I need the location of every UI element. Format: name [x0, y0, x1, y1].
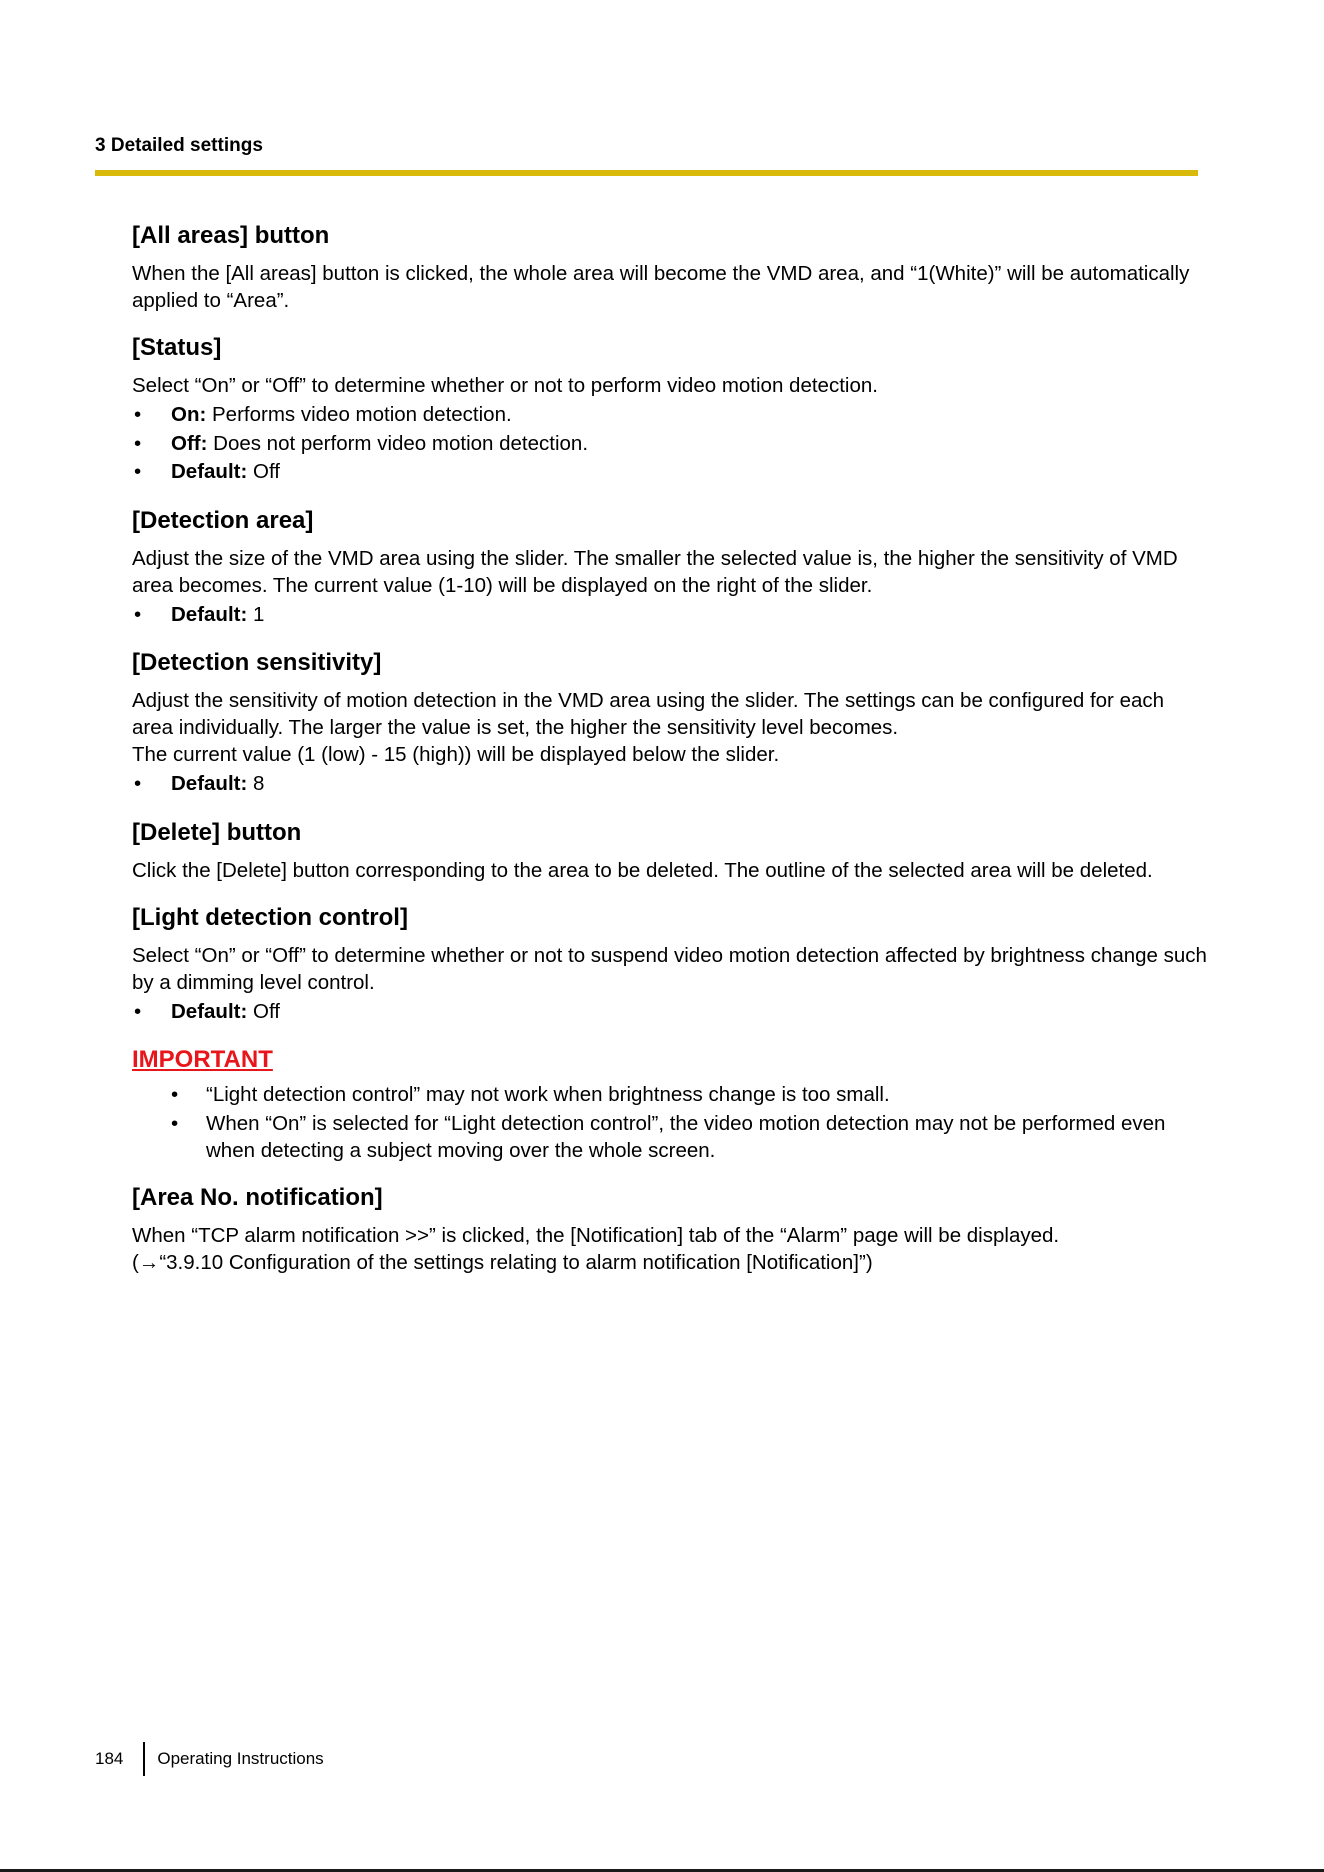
section-detection-area	[132, 504, 1207, 630]
bullet-icon: •	[134, 999, 142, 1023]
bullet-label: Default:	[171, 460, 248, 483]
bullet-icon: •	[171, 1112, 179, 1135]
section-heading: [Status]	[132, 334, 222, 361]
section-text: When “TCP alarm notification >>” is clicked, the [Notification] tab of the “Alarm” page will be displayed.	[132, 1224, 1060, 1247]
section-important	[132, 1043, 1207, 1164]
page-number: 184	[95, 1749, 124, 1768]
section-light-detection	[132, 901, 1207, 1027]
list-item	[132, 401, 1207, 430]
section-heading: [Light detection control]	[132, 903, 408, 931]
bullet-label: Default:	[171, 772, 248, 795]
important-text: When “On” is selected for “Light detection control”, the video motion detection may not be performed even when detecting a subject moving over the whole screen.	[206, 1112, 1166, 1162]
section-heading: [All areas] button	[132, 222, 330, 249]
main-content	[132, 219, 1207, 1293]
bullet-text: 1	[247, 602, 265, 626]
important-list	[132, 1081, 1207, 1164]
section-heading: [Delete] button	[132, 818, 302, 846]
section-area-no-notification	[132, 1181, 1207, 1276]
section-text: Adjust the sensitivity of motion detection in the VMD area using the slider. The settings can be configured for each area individually. The larger the value is set, the higher the sensitivity level becomes.	[132, 689, 1165, 739]
bullet-icon: •	[134, 772, 142, 795]
bullet-list	[132, 770, 1207, 799]
list-item	[132, 430, 1207, 459]
section-heading: [Area No. notification]	[132, 1184, 383, 1211]
chapter-title: 3 Detailed settings	[95, 135, 263, 156]
header-rule	[95, 170, 1198, 176]
cross-reference-link[interactable]: (→“3.9.10 Configuration of the settings relating to alarm notification [Notification]”)	[132, 1251, 873, 1274]
bullet-list	[132, 601, 1207, 630]
section-heading: [Detection sensitivity]	[132, 649, 382, 676]
bullet-text: 8	[247, 772, 265, 795]
section-text: Select “On” or “Off” to determine whether or not to perform video motion detection.	[132, 374, 878, 397]
list-item	[132, 770, 1207, 799]
section-status	[132, 331, 1207, 487]
section-text: When the [All areas] button is clicked, the whole area will become the VMD area, and “1(White)” will be automatically applied to “Area”.	[132, 262, 1190, 312]
bullet-icon: •	[134, 602, 142, 626]
section-heading: [Detection area]	[132, 506, 314, 534]
bullet-list	[132, 401, 1207, 487]
list-item	[132, 601, 1207, 630]
list-item	[169, 1081, 1207, 1108]
bullet-text: Off	[247, 999, 280, 1023]
section-detection-sensitivity	[132, 646, 1207, 799]
bullet-label: On:	[171, 403, 207, 426]
bullet-icon: •	[171, 1083, 179, 1106]
section-all-areas	[132, 219, 1207, 314]
section-text: Adjust the size of the VMD area using the slider. The smaller the selected value is, the higher the sensitivity of VMD area becomes. The current value (1-10) will be displayed on the right of the slider.	[132, 546, 1178, 597]
bullet-text: Does not perform video motion detection.	[207, 431, 589, 455]
important-text: “Light detection control” may not work when brightness change is too small.	[206, 1083, 890, 1106]
bullet-list	[132, 998, 1207, 1027]
bullet-label: Off:	[171, 431, 208, 455]
footer-divider	[143, 1742, 145, 1776]
bullet-icon: •	[134, 403, 142, 426]
bullet-label: Default:	[171, 999, 248, 1023]
bullet-text: Performs video motion detection.	[206, 403, 512, 426]
important-heading: IMPORTANT	[132, 1046, 273, 1073]
list-item	[132, 458, 1207, 487]
bullet-text: Off	[247, 460, 280, 483]
section-text: Select “On” or “Off” to determine whether or not to suspend video motion detection affected by brightness change such by a dimming level control.	[132, 943, 1207, 994]
section-text-2: The current value (1 (low) - 15 (high)) will be displayed below the slider.	[132, 743, 780, 766]
list-item	[169, 1110, 1207, 1164]
section-text: Click the [Delete] button corresponding to the area to be deleted. The outline of the selected area will be deleted.	[132, 858, 1153, 882]
page-footer	[95, 1742, 324, 1776]
bullet-label: Default:	[171, 602, 248, 626]
list-item	[132, 998, 1207, 1027]
bullet-icon: •	[134, 460, 142, 483]
document-title: Operating Instructions	[157, 1749, 324, 1768]
section-delete	[132, 816, 1207, 884]
bullet-icon: •	[134, 431, 142, 455]
